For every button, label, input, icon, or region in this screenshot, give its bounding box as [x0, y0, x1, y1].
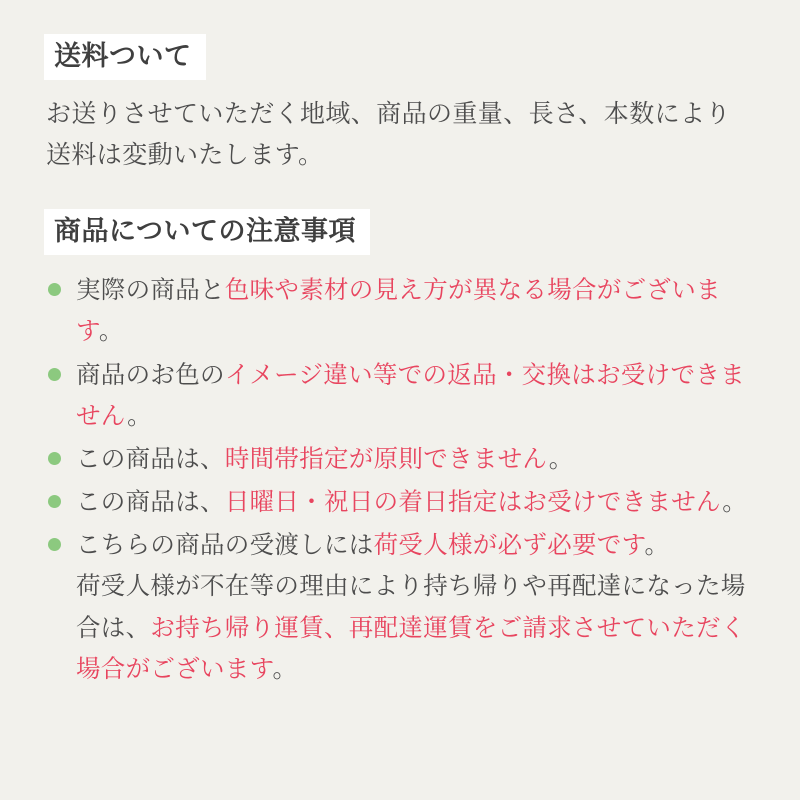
shipping-paragraph: お送りさせていただく地域、商品の重量、長さ、本数により送料は変動いたします。	[46, 99, 731, 169]
note-subtext-post: 。	[272, 653, 298, 683]
note-text-post: 。	[644, 530, 670, 560]
note-text-post: 。	[548, 443, 574, 473]
note-text-highlight: 荷受人様が必ず必要です	[373, 530, 645, 560]
note-text-pre: この商品は、	[76, 443, 225, 473]
note-text-highlight: 日曜日・祝日の着日指定はお受けできません	[224, 487, 723, 517]
note-text-post: 。	[722, 487, 748, 517]
note-text-pre: この商品は、	[76, 487, 225, 517]
bullet-icon	[48, 538, 61, 551]
shipping-heading-wrap	[44, 34, 756, 80]
bullet-icon	[48, 495, 61, 508]
note-text-post: 。	[98, 316, 124, 346]
bullet-icon	[48, 368, 61, 381]
note-text-pre: こちらの商品の受渡しには	[76, 530, 374, 560]
list-item	[44, 354, 756, 436]
note-text-highlight: 時間帯指定が原則できません	[224, 443, 549, 473]
list-item	[44, 481, 756, 522]
note-text-pre: 実際の商品と	[76, 275, 225, 305]
note-subparagraph	[76, 565, 756, 688]
bullet-icon	[48, 283, 61, 296]
notes-heading-wrap	[44, 209, 756, 255]
note-subtext-pre: 荷受人様が不在等の理由により持ち帰りや再配達になった場合は、	[76, 571, 746, 642]
note-text-highlight: イメージ違い等での返品・交換はお受けできません	[76, 359, 745, 430]
list-item	[44, 438, 756, 479]
shipping-section-heading: 送料ついて	[44, 34, 206, 80]
bullet-icon	[48, 452, 61, 465]
list-item	[44, 524, 756, 689]
list-item	[44, 269, 756, 351]
notes-section-heading: 商品についての注意事項	[44, 209, 370, 255]
note-text-post: 。	[127, 400, 152, 430]
note-text-highlight: 色味や素材の見え方が異なる場合がございます	[76, 275, 721, 346]
notes-list	[44, 269, 756, 689]
note-subtext-highlight: お持ち帰り運賃、再配達運賃をご請求させていただく場合がございます	[76, 612, 746, 683]
note-text-pre: 商品のお色の	[76, 359, 225, 389]
